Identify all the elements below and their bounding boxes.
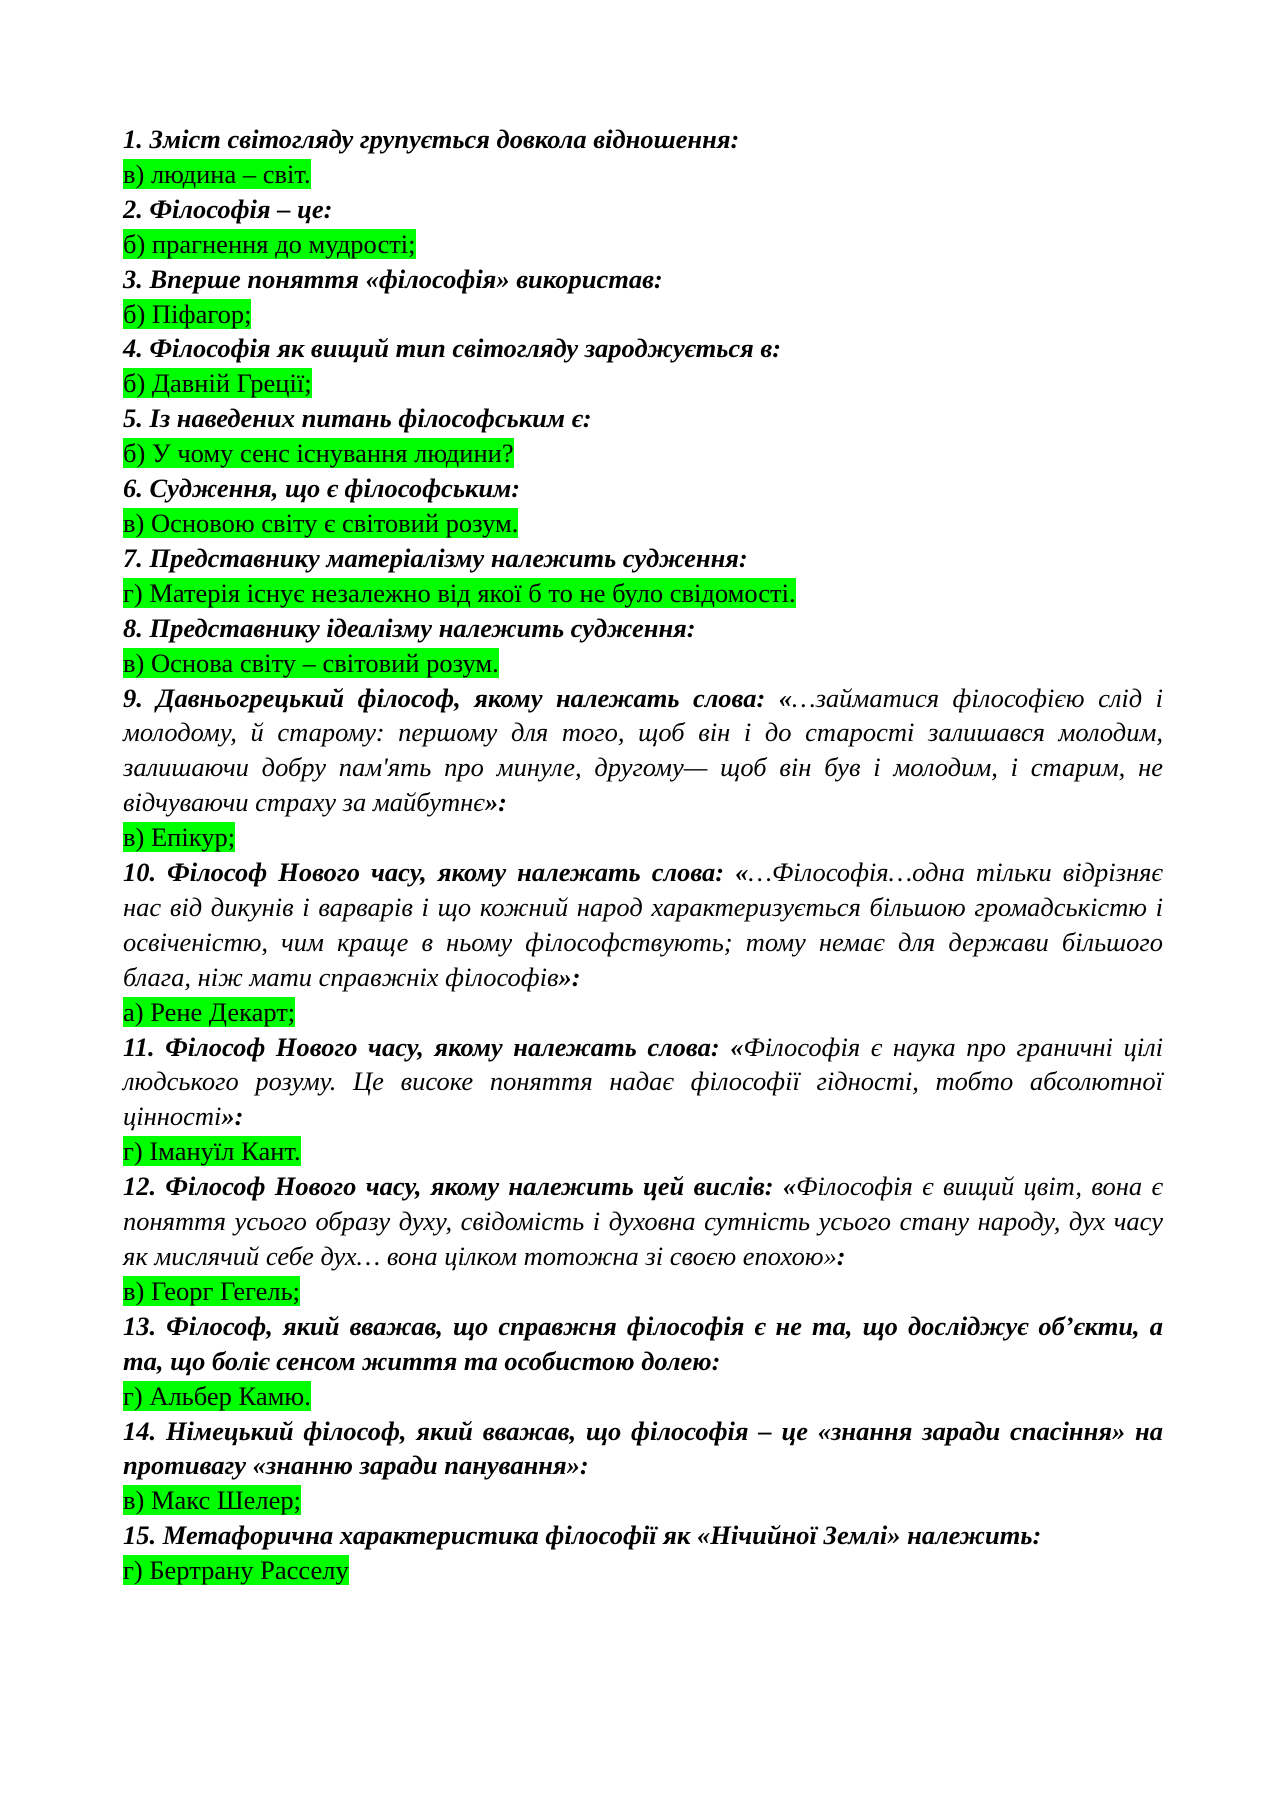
question-1: 1. Зміст світогляду групується довкола відношення: bbox=[123, 124, 740, 154]
question-tail: »: bbox=[558, 961, 581, 992]
quotation: …займатися філософією слід і молодому, й старому: першому для того, щоб він і до старості залишався молодим, залишаючи добру пам'ять про минуле, другому— щоб він був і молодим, і старим, не відчуваючи страху за майбутнє bbox=[123, 682, 1163, 818]
answer-highlight: г) Імануїл Кант. bbox=[123, 1136, 301, 1167]
answer-highlight: б) Піфагор; bbox=[123, 298, 252, 329]
question-4: 4. Філософія як вищий тип світогляду зароджується в: bbox=[123, 333, 782, 364]
quotation: Філософія є вищий цвіт, вона є поняття усього образу духу, свідомість і духовна сутність усього стану народу, дух часу як мислячий себе дух… вона цілком тотожна зі своєю епохою» bbox=[123, 1171, 1164, 1271]
answer-sheet bbox=[123, 122, 1163, 1588]
question-3: 3. Вперше поняття «філософія» використав: bbox=[123, 263, 663, 294]
answer-6 bbox=[123, 506, 1163, 541]
answer-1 bbox=[123, 157, 1163, 192]
answer-highlight: в) Георг Гегель; bbox=[123, 1275, 301, 1306]
question-tail: »: bbox=[484, 787, 507, 818]
answer-highlight: б) Давній Греції; bbox=[123, 368, 312, 399]
answer-highlight: г) Матерія існує незалежно від якої б то не було свідомості. bbox=[123, 577, 796, 608]
question-lead: 10. Філософ Нового часу, якому належать слова: « bbox=[123, 857, 749, 888]
question-7: 7. Представнику матеріалізму належить судження: bbox=[123, 542, 748, 573]
answer-11 bbox=[123, 1134, 1163, 1169]
question-5: 5. Із наведених питань філософським є: bbox=[123, 403, 592, 434]
answer-3 bbox=[123, 297, 1163, 332]
question-6: 6. Судження, що є філософським: bbox=[123, 473, 521, 504]
answer-15 bbox=[123, 1553, 1163, 1588]
answer-highlight: в) людина – світ. bbox=[123, 158, 311, 189]
answer-highlight: г) Бертрану Расселу bbox=[123, 1555, 349, 1586]
answer-highlight: а) Рене Декарт; bbox=[123, 996, 296, 1027]
answer-5 bbox=[123, 436, 1163, 471]
question-lead: 12. Філософ Нового часу, якому належить цей вислів: « bbox=[123, 1171, 797, 1202]
answer-9 bbox=[123, 820, 1163, 855]
answer-highlight: в) Епікур; bbox=[123, 822, 236, 853]
answer-highlight: в) Макс Шелер; bbox=[123, 1485, 301, 1516]
answer-14 bbox=[123, 1483, 1163, 1518]
question-13: 13. Філософ, який вважав, що справжня філософія є не та, що досліджує об’єкти, а та, що болiє сенсом життя та особистою долею: bbox=[123, 1310, 1163, 1376]
question-11 bbox=[123, 1030, 1163, 1135]
question-lead: 9. Давньогрецький філософ, якому належать слова: « bbox=[123, 682, 793, 713]
answer-4 bbox=[123, 366, 1163, 401]
quotation: Філософія є наука про граничні цілі людського розуму. Це високе поняття надає філософії гідності, тобто абсолютної цінності bbox=[123, 1031, 1164, 1132]
quotation: …Філософія…одна тільки відрізняє нас від дикунів і варварів і що кожний народ характеризується більшою громадськістю і освіченістю, чим краще в ньому філософствують; тому немає для держави більшого блага, ніж мати справжніх філософів bbox=[123, 857, 1163, 992]
answer-2 bbox=[123, 227, 1163, 262]
question-8: 8. Представнику ідеалізму належить судження: bbox=[123, 612, 696, 643]
question-14: 14. Німецький філософ, який вважав, що філософія – це «знання заради спасіння» на противагу «знанню заради панування»: bbox=[123, 1415, 1163, 1481]
answer-highlight: в) Основою світу є світовий розум. bbox=[123, 507, 519, 538]
answer-highlight: б) прагнення до мудрості; bbox=[123, 228, 416, 259]
answer-7 bbox=[123, 576, 1163, 611]
answer-highlight: г) Альбер Камю. bbox=[123, 1380, 311, 1411]
answer-13 bbox=[123, 1379, 1163, 1414]
question-lead: 11. Філософ Нового часу, якому належать слова: « bbox=[123, 1031, 744, 1062]
question-15: 15. Метафорична характеристика філософії як «Нічийної Землі» належить: bbox=[123, 1520, 1042, 1551]
question-2: 2. Філософія – це: bbox=[123, 193, 333, 224]
question-tail: : bbox=[836, 1241, 846, 1271]
question-9 bbox=[123, 681, 1163, 821]
answer-10 bbox=[123, 995, 1163, 1030]
question-tail: »: bbox=[221, 1101, 244, 1132]
question-10 bbox=[123, 855, 1163, 995]
question-12 bbox=[123, 1169, 1163, 1274]
answer-12 bbox=[123, 1274, 1163, 1309]
answer-8 bbox=[123, 646, 1163, 681]
answer-highlight: б) У чому сенс існування людини? bbox=[123, 438, 514, 469]
answer-highlight: в) Основа світу – світовий розум. bbox=[123, 647, 499, 678]
